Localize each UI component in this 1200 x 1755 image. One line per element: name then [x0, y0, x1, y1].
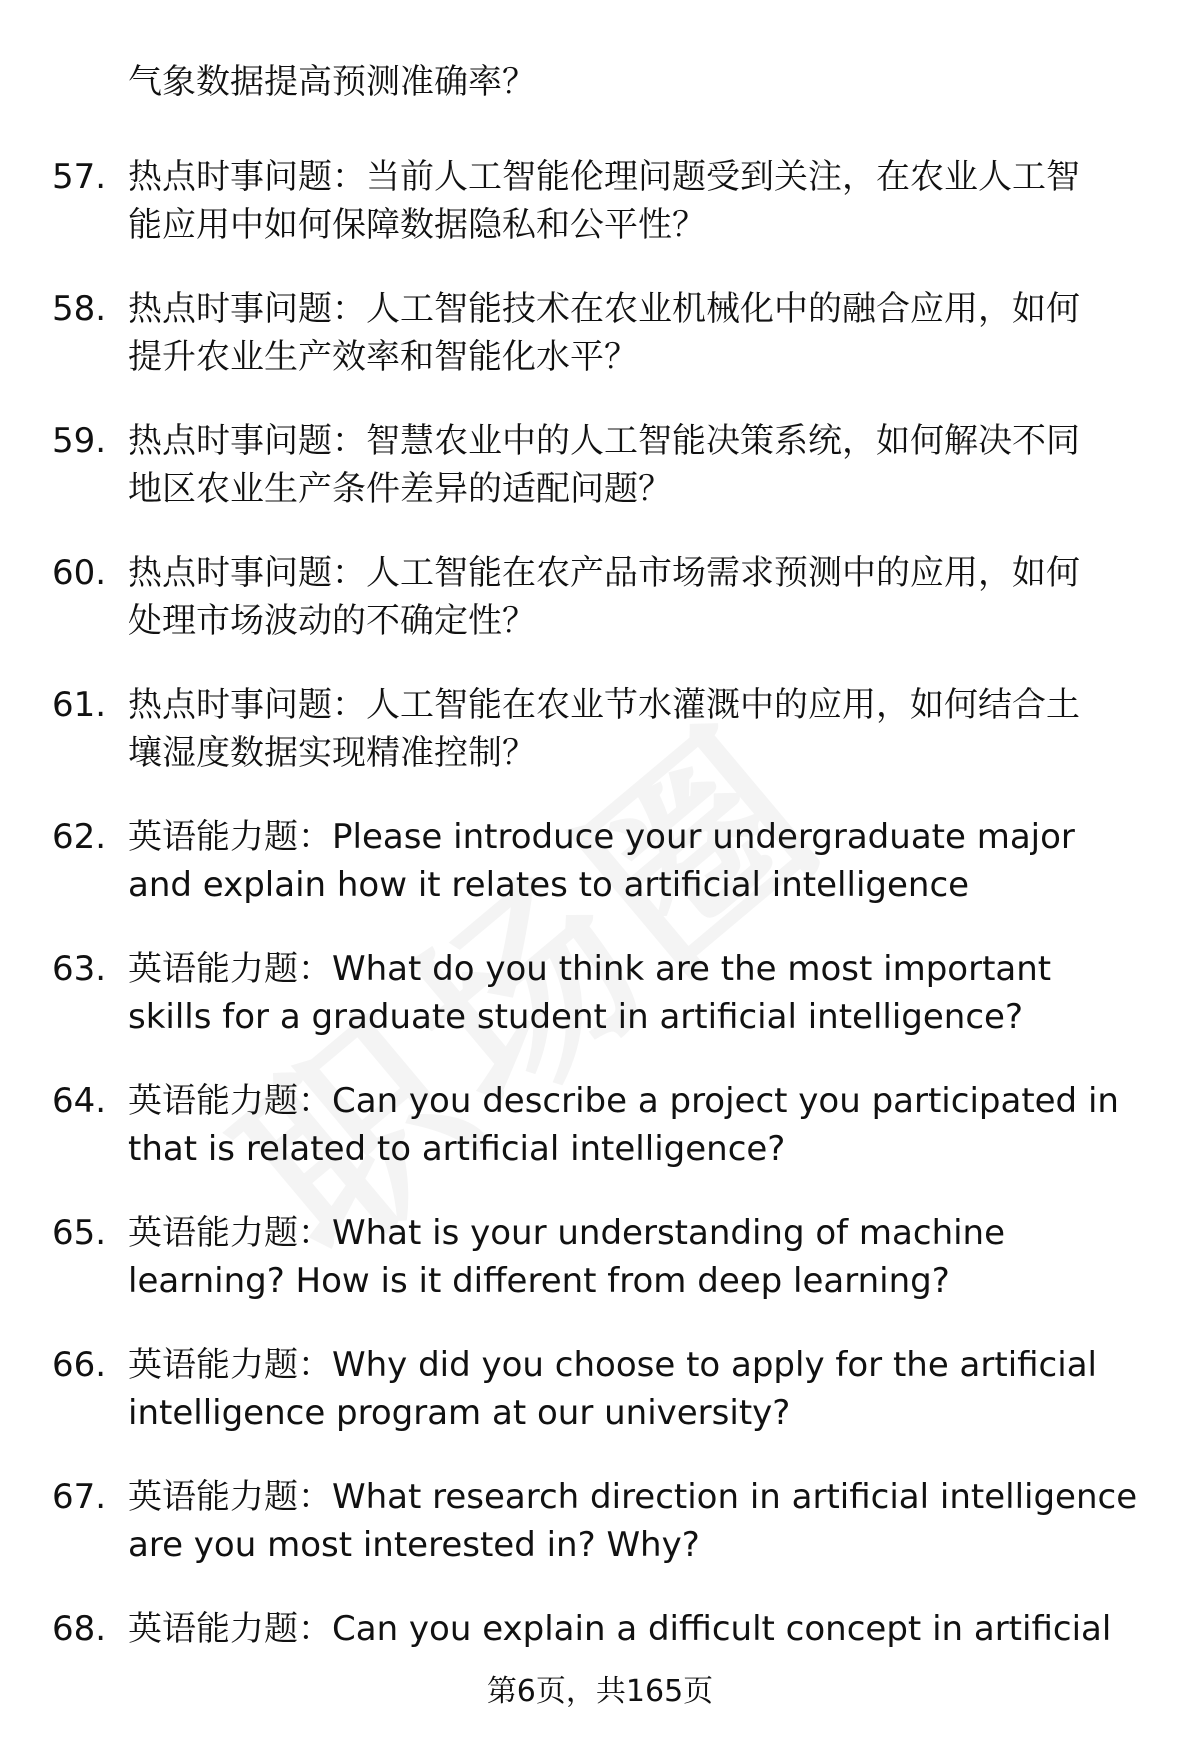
- item-text-line: 处理市场波动的不确定性？: [128, 601, 536, 641]
- item-text-line: 英语能力题：What research direction in artificial intelligence: [128, 1477, 1138, 1517]
- item-text-line: 英语能力题：What is your understanding of machine: [128, 1213, 1006, 1253]
- item-text-line: learning? How is it different from deep learning?: [128, 1261, 950, 1301]
- item-text: [128, 1605, 1168, 1653]
- item-number: 58.: [52, 289, 107, 329]
- list-item: [0, 681, 1200, 777]
- item-number: 57.: [52, 157, 107, 197]
- list-item: [0, 417, 1200, 513]
- item-text-line: 英语能力题：What do you think are the most important: [128, 949, 1052, 989]
- item-text: [128, 1209, 1168, 1305]
- item-text: [128, 945, 1168, 1041]
- list-item: [0, 813, 1200, 909]
- list-item: [0, 1605, 1200, 1653]
- item-text-line: and explain how it relates to artificial intelligence: [128, 865, 970, 905]
- item-number: 62.: [52, 817, 107, 857]
- item-number: 60.: [52, 553, 107, 593]
- item-text-line: 热点时事问题：当前人工智能伦理问题受到关注，在农业人工智: [128, 157, 1080, 197]
- item-text-line: skills for a graduate student in artificial intelligence?: [128, 997, 1023, 1037]
- item-text-line: 热点时事问题：人工智能在农产品市场需求预测中的应用，如何: [128, 553, 1080, 593]
- item-text: [128, 1473, 1168, 1569]
- item-text-line: 热点时事问题：人工智能在农业节水灌溉中的应用，如何结合土: [128, 685, 1080, 725]
- list-item: [0, 285, 1200, 381]
- item-text-line: that is related to artificial intelligence?: [128, 1129, 786, 1169]
- item-text: [128, 1341, 1168, 1437]
- item-number: 59.: [52, 421, 107, 461]
- item-number: 64.: [52, 1081, 107, 1121]
- items-container: [0, 153, 1200, 1653]
- item-number: 61.: [52, 685, 107, 725]
- item-number: 63.: [52, 949, 107, 989]
- item-text: [128, 285, 1168, 381]
- item-text-line: 热点时事问题：智慧农业中的人工智能决策系统，如何解决不同: [128, 421, 1080, 461]
- page-footer: 第6页，共165页: [486, 1674, 714, 1709]
- list-item: [0, 945, 1200, 1041]
- item-text-line: 英语能力题：Can you explain a difficult concept in artificial: [128, 1609, 1112, 1649]
- item-text-line: 能应用中如何保障数据隐私和公平性？: [128, 205, 706, 245]
- item-number: 67.: [52, 1477, 107, 1517]
- list-item: [0, 549, 1200, 645]
- item-text: [128, 153, 1168, 249]
- item-text: [128, 681, 1168, 777]
- item-number: 66.: [52, 1345, 107, 1385]
- list-item: [0, 1209, 1200, 1305]
- item-text-line: 地区农业生产条件差异的适配问题？: [128, 469, 672, 509]
- list-item: [0, 1341, 1200, 1437]
- continuation-line: 气象数据提高预测准确率？: [128, 62, 536, 102]
- list-item: [0, 153, 1200, 249]
- item-text-line: 英语能力题：Why did you choose to apply for the artificial: [128, 1345, 1097, 1385]
- item-text: [128, 1077, 1168, 1173]
- item-text: [128, 417, 1168, 513]
- list-item: [0, 1077, 1200, 1173]
- item-text-line: are you most interested in? Why?: [128, 1525, 700, 1565]
- item-text-line: intelligence program at our university?: [128, 1393, 791, 1433]
- item-text-line: 热点时事问题：人工智能技术在农业机械化中的融合应用，如何: [128, 289, 1080, 329]
- item-text-line: 英语能力题：Can you describe a project you participated in: [128, 1081, 1119, 1121]
- item-number: 65.: [52, 1213, 107, 1253]
- item-text-line: 提升农业生产效率和智能化水平？: [128, 337, 638, 377]
- item-text: [128, 549, 1168, 645]
- question-list: [0, 58, 1200, 1689]
- item-text-line: 英语能力题：Please introduce your undergraduate major: [128, 817, 1075, 857]
- list-item: [0, 1473, 1200, 1569]
- item-number: 68.: [52, 1609, 107, 1649]
- item-text-line: 壤湿度数据实现精准控制？: [128, 733, 536, 773]
- item-text: [128, 813, 1168, 909]
